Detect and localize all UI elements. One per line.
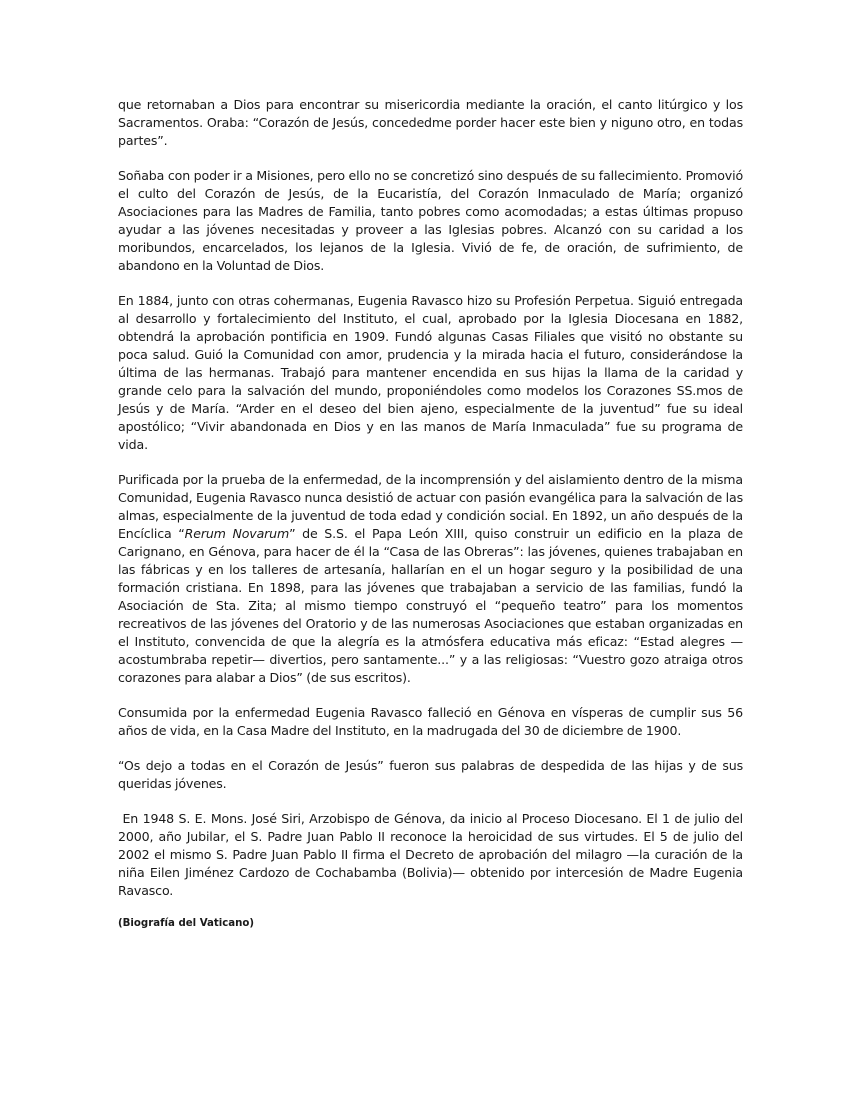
document-body — [118, 96, 747, 933]
paragraph-purification — [118, 471, 743, 687]
encyclical-title: Rerum Novarum — [184, 526, 290, 541]
source-citation: (Biografía del Vaticano) — [118, 918, 255, 929]
paragraph-death: Consumida por la enfermedad Eugenia Ravasco falleció en Génova en vísperas de cumplir sus 56 años de vida, en la Casa Madre del Instituto, en la madrugada del 30 de diciembre de 1900. — [118, 705, 743, 738]
paragraph-missions: Soñaba con poder ir a Misiones, pero ello no se concretizó sino después de su fallecimiento. Promovió el culto del Corazón de Jesús, de la Eucaristía, del Corazón Inmaculado de María; organizó Asociaciones para las Madres de Familia, tanto pobres como acomodadas; a estas últimas propuso ayudar a las jóvenes necesitadas y proveer a las Iglesias pobres. Alcanzó con su caridad a los moribundos, encarcelados, los lejanos de la Iglesia. Vivió de fe, de oración, de sufrimiento, de abandono en la Voluntad de Dios. — [118, 168, 743, 273]
paragraph-farewell: “Os dejo a todas en el Corazón de Jesús” fueron sus palabras de despedida de las hijas y de sus queridas jóvenes. — [118, 758, 743, 791]
paragraph-purification-before: Purificada por la prueba de la enfermedad, de la incomprensión y del aislamiento dentro de la misma Comunidad, Eugenia Ravasco nunca desistió de actuar con pasión evangélica para la salvación de las almas, especialmente de la juventud de toda edad y condición social. En 1892, un año después de la Encíclica “ — [118, 472, 743, 541]
paragraph-beatification: En 1948 S. E. Mons. José Siri, Arzobispo de Génova, da inicio al Proceso Diocesano. El 1 de julio del 2000, año Jubilar, el S. Padre Juan Pablo II reconoce la heroicidad de sus virtudes. El 5 de julio del 2002 el mismo S. Padre Juan Pablo II firma el Decreto de aprobación del milagro —la curación de la niña Eilen Jiménez Cardozo de Cochabamba (Bolivia)— obtenido por intercesión de Madre Eugenia Ravasco. — [118, 811, 747, 898]
paragraph-profession: En 1884, junto con otras cohermanas, Eugenia Ravasco hizo su Profesión Perpetua. Siguió entregada al desarrollo y fortalecimiento del Instituto, el cual, aprobado por la Iglesia Diocesana en 1882, obtendrá la aprobación pontificia en 1909. Fundó algunas Casas Filiales que visitó no obstante su poca salud. Guió la Comunidad con amor, prudencia y la mirada hacia el futuro, considerándose la última de las hermanas. Trabajó para mantener encendida en sus hijas la llama de la caridad y grande celo para la salvación del mundo, proponiéndoles como modelos los Corazones SS.mos de Jesús y de María. “Arder en el deseo del bien ajeno, especialmente de la juventud” fue su ideal apostólico; “Vivir abandonada en Dios y en las manos de María Inmaculada” fue su programa de vida. — [118, 293, 743, 452]
paragraph-purification-after: ” de S.S. el Papa León XIII, quiso construir un edificio en la plaza de Carignano, en Génova, para hacer de él la “Casa de las Obreras”: las jóvenes, quienes trabajaban en las fábricas y en los talleres de artesanía, hallarían en el un hogar seguro y la posibilidad de una formación cristiana. En 1898, para las jóvenes que trabajaban a servicio de las familias, fundó la Asociación de Sta. Zita; al mismo tiempo construyó el “pequeño teatro” para los momentos recreativos de las jóvenes del Oratorio y de las numerosas Asociaciones que estaban organizadas en el Instituto, convencida de que la alegría es la atmósfera educativa más eficaz: “Estad alegres —acostumbraba repetir— divertios, pero santamente...” y a las religiosas: “Vuestro gozo atraiga otros corazones para alabar a Dios” (de sus escritos). — [118, 526, 744, 685]
paragraph-prayer: que retornaban a Dios para encontrar su misericordia mediante la oración, el canto litúrgico y los Sacramentos. Oraba: “Corazón de Jesús, concededme porder hacer este bien y niguno otro, en todas partes”. — [118, 97, 743, 148]
